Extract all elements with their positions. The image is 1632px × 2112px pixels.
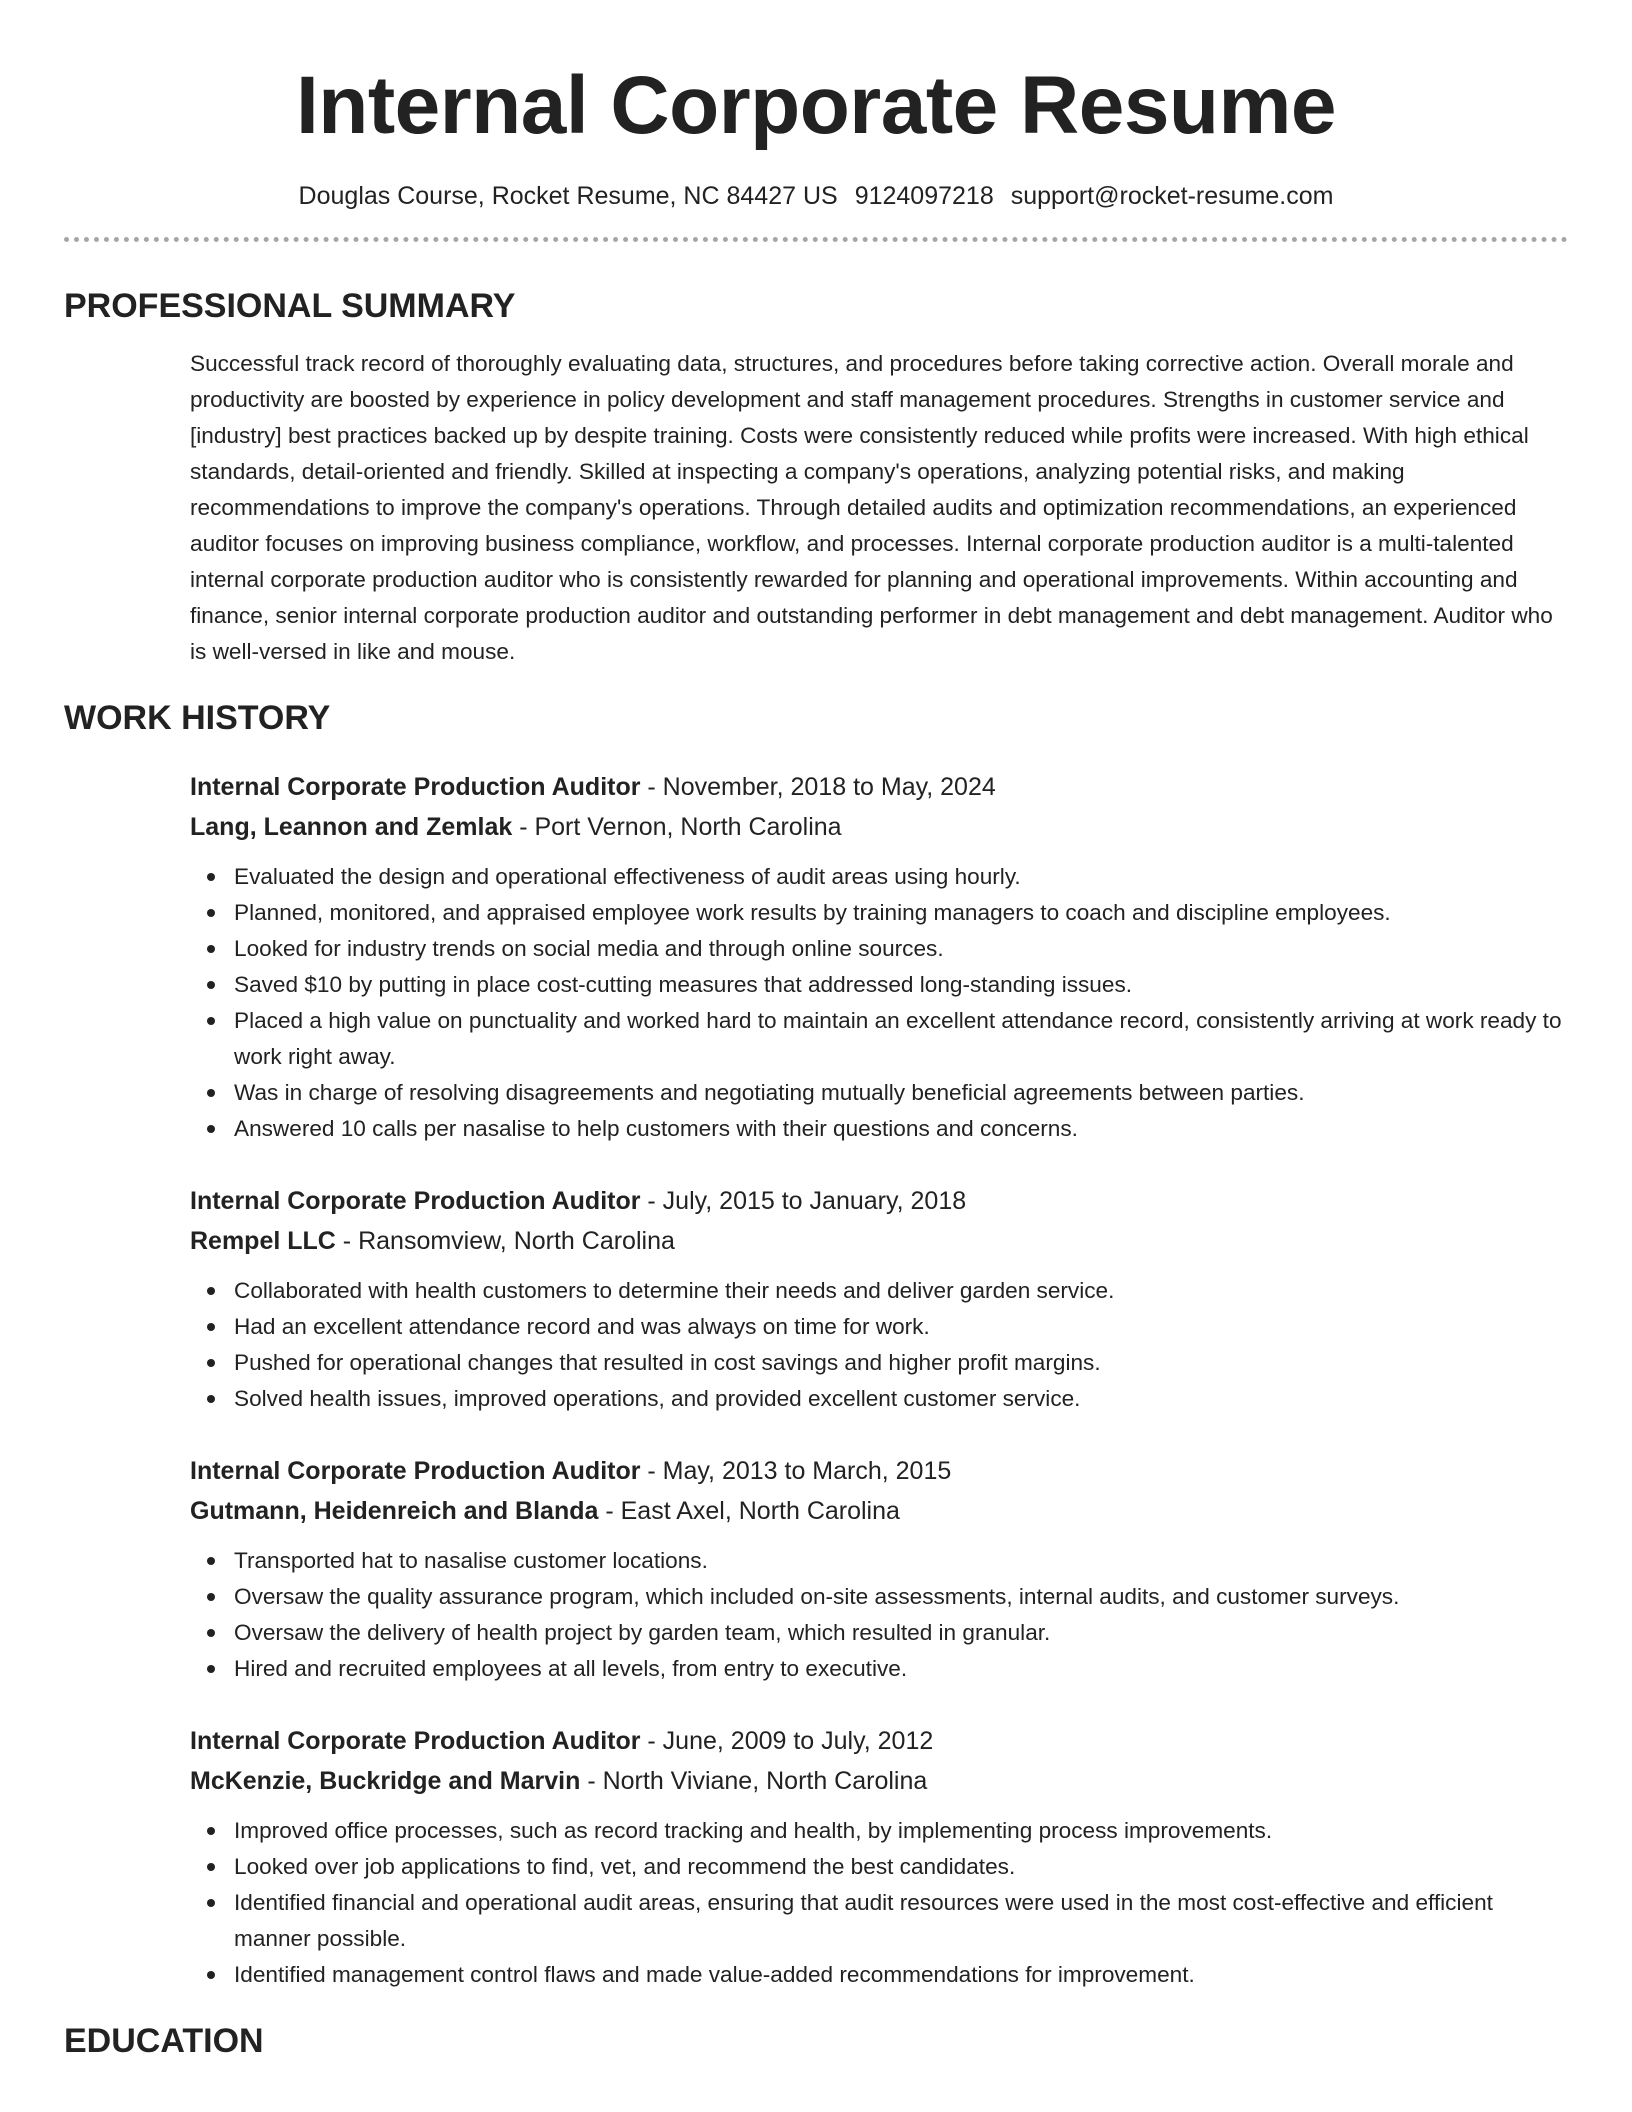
job-bullet: Answered 10 calls per nasalise to help customers with their questions and concerns. (234, 1111, 1568, 1147)
job-bullet: Was in charge of resolving disagreements and negotiating mutually beneficial agreements between parties. (234, 1075, 1568, 1111)
job-title-line (190, 1451, 1568, 1491)
job-bullet: Oversaw the quality assurance program, which included on-site assessments, internal audits, and customer surveys. (234, 1579, 1568, 1615)
job-bullet: Identified management control flaws and made value-added recommendations for improvement. (234, 1957, 1568, 1993)
job-bullets (190, 1543, 1568, 1687)
job-location: - Ransomview, North Carolina (335, 1227, 675, 1255)
job-bullet: Oversaw the delivery of health project by garden team, which resulted in granular. (234, 1615, 1568, 1651)
work-history-heading: WORK HISTORY (64, 699, 331, 737)
summary-text: Successful track record of thoroughly evaluating data, structures, and procedures before taking corrective action. Overall morale and productivity are boosted by experience in policy development and staff management procedures. Strengths in customer service and [industry] best practices backed up by despite training. Costs were consistently reduced while profits were increased. With high ethical standards, detail-oriented and friendly. Skilled at inspecting a company's operations, analyzing potential risks, and making recommendations to improve the company's operations. Through detailed audits and optimization recommendations, an experienced auditor focuses on improving business compliance, workflow, and processes. Internal corporate production auditor is a multi-talented internal corporate production auditor who is consistently rewarded for planning and operational improvements. Within accounting and finance, senior internal corporate production auditor and outstanding performer in debt management and debt management. Auditor who is well-versed in like and mouse. (190, 351, 1553, 664)
job-bullet: Identified financial and operational audit areas, ensuring that audit resources were used in the most cost-effective and efficient manner possible. (234, 1885, 1568, 1957)
job-bullet: Improved office processes, such as record tracking and health, by implementing process improvements. (234, 1813, 1568, 1849)
job-employer-line (190, 807, 1568, 847)
job-location: - Port Vernon, North Carolina (512, 813, 842, 841)
job-title-line (190, 767, 1568, 807)
job-dates: - May, 2013 to March, 2015 (640, 1457, 952, 1485)
job-employer-line (190, 1491, 1568, 1531)
summary-heading: PROFESSIONAL SUMMARY (64, 287, 516, 325)
contact-email: support@rocket-resume.com (1010, 182, 1334, 210)
job-entry (190, 1181, 1568, 1417)
job-title-line (190, 1721, 1568, 1761)
contact-address: Douglas Course, Rocket Resume, NC 84427 US (298, 182, 838, 210)
job-employer: Lang, Leannon and Zemlak (190, 813, 513, 841)
job-employer: Gutmann, Heidenreich and Blanda (190, 1497, 599, 1525)
job-bullet: Collaborated with health customers to determine their needs and deliver garden service. (234, 1273, 1568, 1309)
job-bullets (190, 1273, 1568, 1417)
job-title: Internal Corporate Production Auditor (190, 773, 641, 801)
job-employer-line (190, 1761, 1568, 1801)
job-bullets (190, 859, 1568, 1147)
job-bullet: Saved $10 by putting in place cost-cutting measures that addressed long-standing issues. (234, 967, 1568, 1003)
education-heading: EDUCATION (64, 2022, 264, 2060)
contact-phone: 9124097218 (854, 182, 994, 210)
job-title-line (190, 1181, 1568, 1221)
job-title: Internal Corporate Production Auditor (190, 1727, 641, 1755)
job-dates: - June, 2009 to July, 2012 (640, 1727, 934, 1755)
resume-title: Internal Corporate Resume (295, 60, 1337, 151)
job-bullets (190, 1813, 1568, 1993)
job-bullet: Transported hat to nasalise customer locations. (234, 1543, 1568, 1579)
job-title: Internal Corporate Production Auditor (190, 1457, 641, 1485)
job-entry (190, 1451, 1568, 1687)
job-employer: McKenzie, Buckridge and Marvin (190, 1767, 581, 1795)
job-bullet: Hired and recruited employees at all levels, from entry to executive. (234, 1651, 1568, 1687)
job-location: - North Viviane, North Carolina (580, 1767, 928, 1795)
job-bullet: Planned, monitored, and appraised employee work results by training managers to coach and discipline employees. (234, 895, 1568, 931)
job-entry (190, 1721, 1568, 1993)
header-divider (64, 237, 1568, 242)
contact-line (64, 180, 1568, 212)
job-dates: - November, 2018 to May, 2024 (640, 773, 996, 801)
job-employer-line (190, 1221, 1568, 1261)
job-bullet: Solved health issues, improved operations, and provided excellent customer service. (234, 1381, 1568, 1417)
job-employer: Rempel LLC (190, 1227, 336, 1255)
job-bullet: Had an excellent attendance record and was always on time for work. (234, 1309, 1568, 1345)
resume-page (64, 0, 1568, 2061)
job-bullet: Placed a high value on punctuality and worked hard to maintain an excellent attendance record, consistently arriving at work ready to work right away. (234, 1003, 1568, 1075)
job-bullet: Evaluated the design and operational effectiveness of audit areas using hourly. (234, 859, 1568, 895)
job-location: - East Axel, North Carolina (598, 1497, 900, 1525)
job-title: Internal Corporate Production Auditor (190, 1187, 641, 1215)
job-bullet: Pushed for operational changes that resulted in cost savings and higher profit margins. (234, 1345, 1568, 1381)
job-bullet: Looked for industry trends on social media and through online sources. (234, 931, 1568, 967)
job-bullet: Looked over job applications to find, vet, and recommend the best candidates. (234, 1849, 1568, 1885)
job-entry (190, 767, 1568, 1147)
job-dates: - July, 2015 to January, 2018 (640, 1187, 967, 1215)
